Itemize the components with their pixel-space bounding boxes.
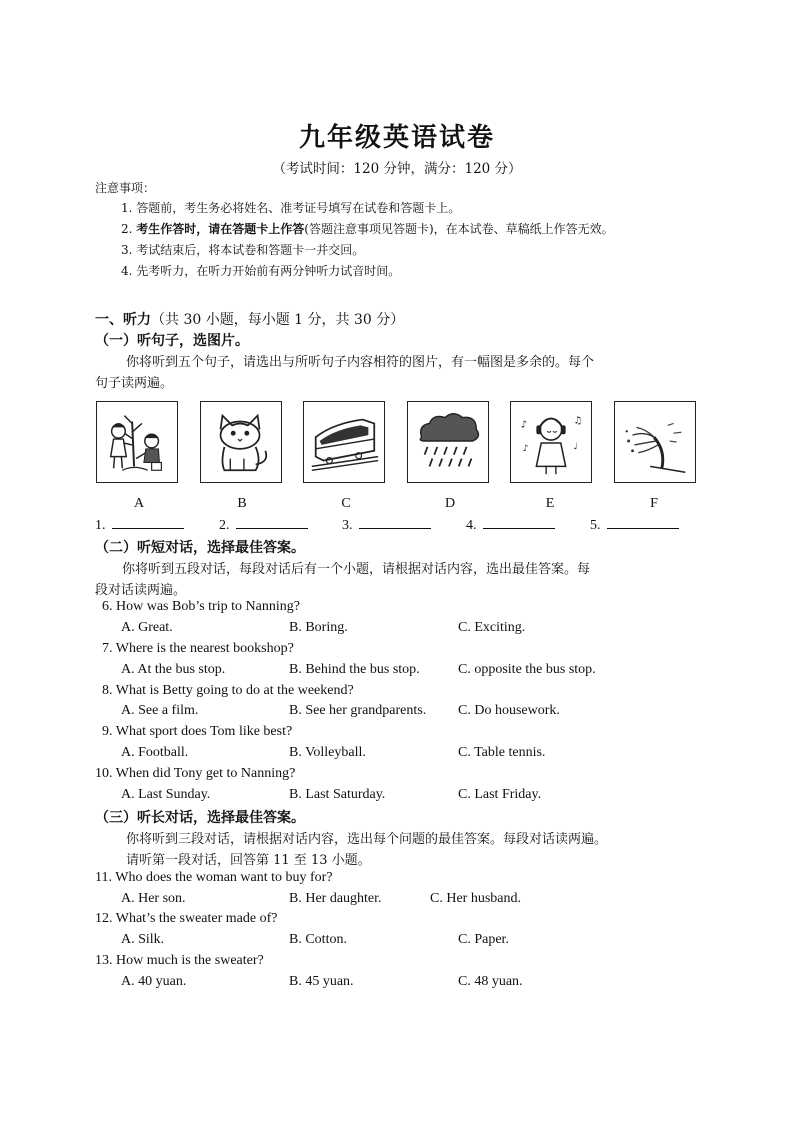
picture-label: B	[237, 496, 247, 511]
option-a[interactable]: A. Last Sunday.	[121, 787, 211, 802]
option-c[interactable]: C. Last Friday.	[458, 787, 542, 802]
cat-icon	[201, 402, 281, 482]
note-item-1	[121, 199, 460, 216]
option-a[interactable]: A. Silk.	[121, 932, 165, 947]
blank-number: 5.	[590, 518, 601, 533]
option-a[interactable]: A. Great.	[121, 620, 173, 635]
blank-line[interactable]	[112, 516, 184, 529]
option-b[interactable]: B. 45 yuan.	[289, 974, 354, 989]
question-8: 8. What is Betty going to do at the weekend?	[102, 683, 354, 698]
option-a[interactable]: A. Football.	[121, 745, 189, 760]
svg-text:♩: ♩	[573, 441, 578, 452]
children-planting-tree-icon	[97, 402, 177, 482]
blank-line[interactable]	[607, 516, 679, 529]
section2-heading: （二）听短对话，选择最佳答案。	[95, 540, 305, 556]
exam-subtitle: （考试时间：120 分钟，满分：120 分）	[272, 161, 522, 177]
option-c[interactable]: C. Paper.	[458, 932, 509, 947]
option-c[interactable]: C. Table tennis.	[458, 745, 546, 760]
picture-e	[510, 401, 592, 483]
question-7: 7. Where is the nearest bookshop?	[102, 641, 294, 656]
note-item-4	[121, 262, 400, 279]
option-c[interactable]: C. Do housework.	[458, 703, 560, 718]
exam-title: 九年级英语试卷	[298, 123, 495, 153]
blank-number: 4.	[466, 518, 477, 533]
picture-label: F	[650, 496, 658, 511]
blank-line[interactable]	[236, 516, 308, 529]
picture-label: E	[545, 496, 555, 511]
note-item-2	[121, 220, 614, 237]
answer-blank-5[interactable]	[590, 516, 679, 534]
answer-blank-2[interactable]	[219, 516, 308, 534]
part1-title: 一、听力	[95, 312, 151, 328]
answer-blank-3[interactable]	[342, 516, 431, 534]
note-number: 3.	[121, 243, 133, 257]
section3-instruction-cont: 请听第一段对话，回答第 11 至 13 小题。	[126, 853, 371, 868]
question-11: 11. Who does the woman want to buy for?	[95, 870, 333, 885]
option-a[interactable]: A. 40 yuan.	[121, 974, 187, 989]
question-12: 12. What’s the sweater made of?	[95, 911, 278, 926]
picture-label: D	[444, 496, 456, 511]
svg-text:♪: ♪	[520, 419, 527, 431]
note-number: 2.	[121, 222, 133, 236]
option-c[interactable]: C. Her husband.	[430, 891, 521, 906]
section1-instruction: 你将听到五个句子，请选出与所听句子内容相符的图片，有一幅图是多余的。每个	[126, 355, 595, 370]
blank-number: 3.	[342, 518, 353, 533]
picture-c	[303, 401, 385, 483]
option-c[interactable]: C. 48 yuan.	[458, 974, 523, 989]
section2-instruction-cont: 段对话读两遍。	[95, 583, 187, 598]
part1-heading	[95, 309, 404, 329]
windy-tree-icon	[615, 402, 695, 482]
option-c[interactable]: C. Exciting.	[458, 620, 526, 635]
option-b[interactable]: B. Behind the bus stop.	[289, 662, 420, 677]
section3-instruction: 你将听到三段对话，请根据对话内容，选出每个问题的最佳答案。每段对话读两遍。	[126, 832, 608, 847]
answer-blank-4[interactable]	[466, 516, 555, 534]
option-b[interactable]: B. See her grandparents.	[289, 703, 427, 718]
question-13: 13. How much is the sweater?	[95, 953, 264, 968]
blank-line[interactable]	[483, 516, 555, 529]
picture-label: A	[133, 496, 145, 511]
blank-line[interactable]	[359, 516, 431, 529]
picture-f	[614, 401, 696, 483]
option-b[interactable]: B. Cotton.	[289, 932, 347, 947]
girl-headphones-icon	[511, 402, 591, 482]
section1-heading: （一）听句子，选图片。	[95, 333, 249, 349]
note-text: 考试结束后，将本试卷和答题卡一并交回。	[136, 243, 365, 257]
picture-d	[407, 401, 489, 483]
question-6: 6. How was Bob’s trip to Nanning?	[102, 599, 300, 614]
picture-b	[200, 401, 282, 483]
svg-text:♪: ♪	[522, 443, 529, 454]
note-number: 4.	[121, 264, 133, 278]
section3-heading: （三）听长对话，选择最佳答案。	[95, 810, 305, 826]
option-b[interactable]: B. Volleyball.	[289, 745, 366, 760]
option-b[interactable]: B. Her daughter.	[289, 891, 382, 906]
blank-number: 1.	[95, 518, 106, 533]
high-speed-train-icon	[304, 402, 384, 482]
option-b[interactable]: B. Last Saturday.	[289, 787, 386, 802]
svg-text:♫: ♫	[573, 415, 583, 427]
option-a[interactable]: A. Her son.	[121, 891, 186, 906]
blank-number: 2.	[219, 518, 230, 533]
section2-instruction: 你将听到五段对话，每段对话后有一个小题，请根据对话内容，选出最佳答案。每	[122, 562, 591, 577]
part1-scoring: （共 30 小题，每小题 1 分，共 30 分）	[151, 312, 405, 328]
question-9: 9. What sport does Tom like best?	[102, 724, 293, 739]
note-item-3	[121, 241, 364, 258]
rain-cloud-icon	[408, 402, 488, 482]
section1-instruction-cont: 句子读两遍。	[95, 376, 174, 391]
question-10: 10. When did Tony get to Nanning?	[95, 766, 296, 781]
option-a[interactable]: A. See a film.	[121, 703, 199, 718]
note-text: 答题前，考生务必将姓名、准考证号填写在试卷和答题卡上。	[136, 201, 461, 215]
notes-heading: 注意事项：	[95, 181, 156, 195]
note-number: 1.	[121, 201, 133, 215]
note-text: (答题注意事项见答题卡)，在本试卷、草稿纸上作答无效。	[304, 222, 614, 236]
option-a[interactable]: A. At the bus stop.	[121, 662, 226, 677]
picture-a	[96, 401, 178, 483]
picture-label: C	[341, 496, 351, 511]
answer-blank-1[interactable]	[95, 516, 184, 534]
option-b[interactable]: B. Boring.	[289, 620, 348, 635]
option-c[interactable]: C. opposite the bus stop.	[458, 662, 596, 677]
note-text-bold: 考生作答时，请在答题卡上作答	[136, 222, 305, 236]
note-text: 先考听力，在听力开始前有两分钟听力试音时间。	[136, 264, 401, 278]
